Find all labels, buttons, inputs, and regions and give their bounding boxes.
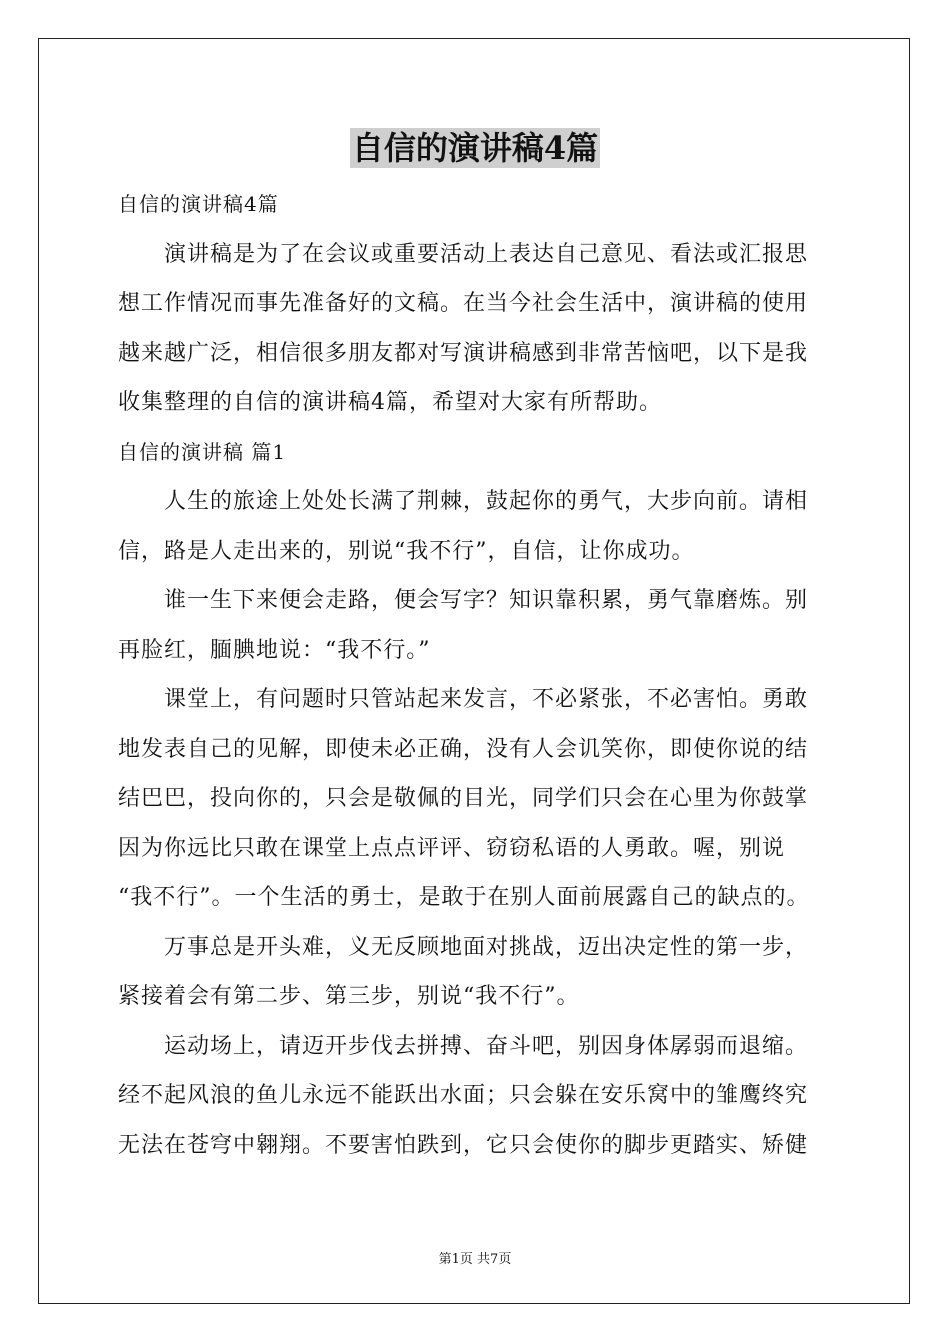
page-footer: 第1页 共7页: [438, 1252, 512, 1267]
paragraph-line: 运动场上，请迈开步伐去拼搏、奋斗吧，别因身体孱弱而退缩。: [164, 1033, 809, 1059]
paragraph-line: “我不行”。一个生活的勇士，是敢于在别人面前展露自己的缺点的。: [118, 885, 810, 910]
paragraph-line: 结巴巴，投向你的，只会是敬佩的目光，同学们只会在心里为你鼓掌: [118, 786, 809, 811]
paragraph-line: 想工作情况而事先准备好的文稿。在当今社会生活中，演讲稿的使用: [118, 291, 809, 316]
section-heading: 自信的演讲稿 篇1: [118, 439, 287, 464]
paragraph-line: 信，路是人走出来的，别说“我不行”，自信，让你成功。: [118, 538, 695, 564]
paragraph-line: 再脸红，腼腆地说：“我不行。”: [118, 637, 431, 663]
paragraph-line: 无法在苍穹中翱翔。不要害怕跌到，它只会使你的脚步更踏实、矫健: [118, 1132, 809, 1158]
paragraph-line: 因为你远比只敢在课堂上点点评评、窃窃私语的人勇敢。喔，别说: [118, 835, 786, 861]
paragraph-line: 课堂上，有问题时只管站起来发言，不必紧张，不必害怕。勇敢: [164, 687, 809, 712]
document-title-wrap: [0, 128, 950, 168]
document-title: 自信的演讲稿4篇: [351, 129, 599, 167]
paragraph-line: 紧接着会有第二步、第三步，别说“我不行”。: [118, 984, 580, 1009]
paragraph-line: 谁一生下来便会走路，便会写字？知识靠积累，勇气靠磨炼。别: [164, 588, 809, 613]
paragraph-line: 人生的旅途上处处长满了荆棘，鼓起你的勇气，大步向前。请相: [164, 489, 809, 514]
paragraph-line: 经不起风浪的鱼儿永远不能跃出水面；只会躲在安乐窝中的雏鹰终究: [118, 1083, 809, 1108]
section-heading: 自信的演讲稿4篇: [118, 192, 279, 216]
paragraph-line: 收集整理的自信的演讲稿4篇，希望对大家有所帮助。: [118, 390, 662, 415]
paragraph-line: 万事总是开头难，义无反顾地面对挑战，迈出决定性的第一步，: [164, 934, 809, 960]
paragraph-line: 演讲稿是为了在会议或重要活动上表达自己意见、看法或汇报思: [164, 241, 809, 267]
paragraph-line: 越来越广泛，相信很多朋友都对写演讲稿感到非常苦恼吧，以下是我: [118, 340, 809, 366]
document-body: [118, 180, 848, 1170]
paragraph-line: 地发表自己的见解，即使未必正确，没有人会讥笑你，即使你说的结: [118, 736, 809, 762]
